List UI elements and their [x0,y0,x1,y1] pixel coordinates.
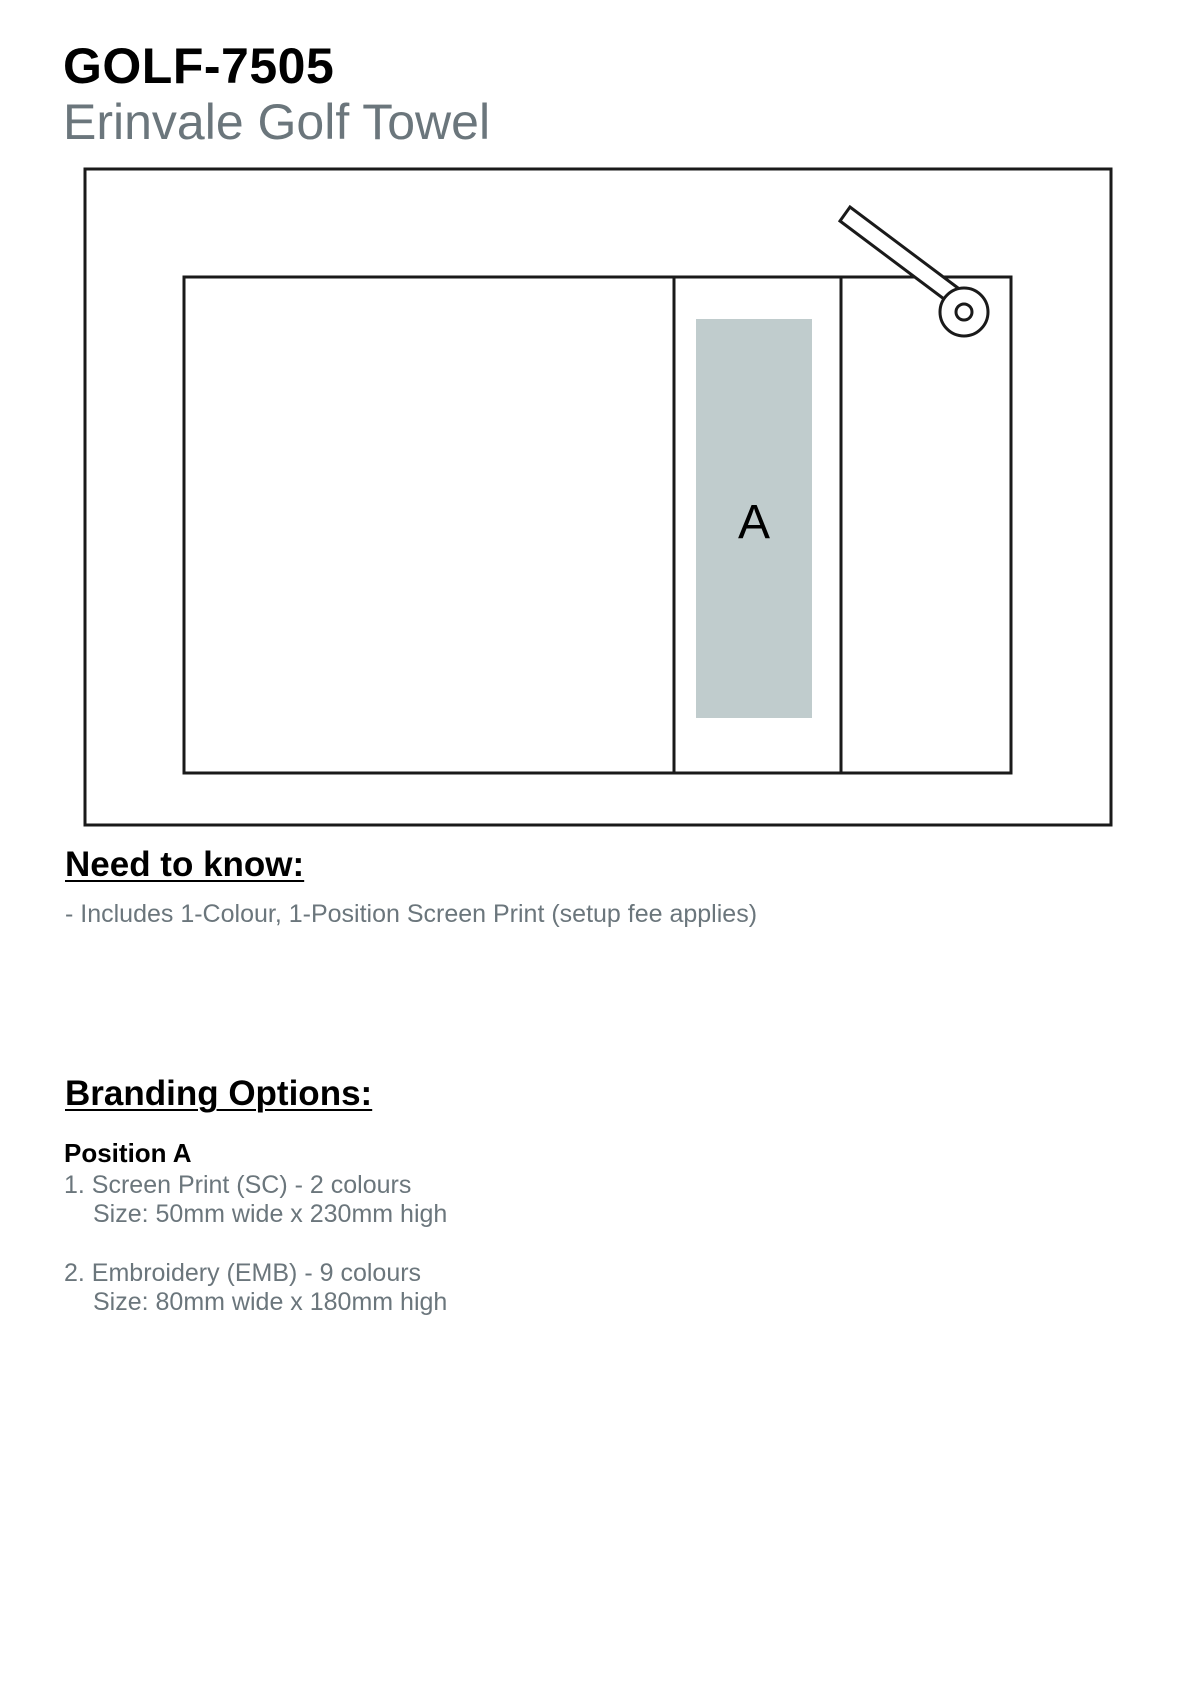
option-method: 2. Embroidery (EMB) - 9 colours [64,1259,422,1287]
option-size: Size: 80mm wide x 180mm high [93,1288,448,1316]
option-method: 1. Screen Print (SC) - 2 colours [64,1171,412,1199]
need-to-know-item: - Includes 1-Colour, 1-Position Screen Print (setup fee applies) [65,900,758,928]
branding-option-screen-print [64,1171,447,1229]
product-name: Erinvale Golf Towel [63,94,491,150]
branding-options-heading: Branding Options: [65,1074,373,1113]
towel-outline [184,277,1011,773]
need-to-know-heading: Need to know: [65,845,305,884]
product-code: GOLF-7505 [63,38,335,94]
option-size: Size: 50mm wide x 230mm high [93,1200,448,1228]
position-a-title: Position A [64,1138,192,1168]
towel-illustration [0,0,1190,840]
branding-option-embroidery [64,1259,447,1317]
print-area-label: A [737,496,771,549]
